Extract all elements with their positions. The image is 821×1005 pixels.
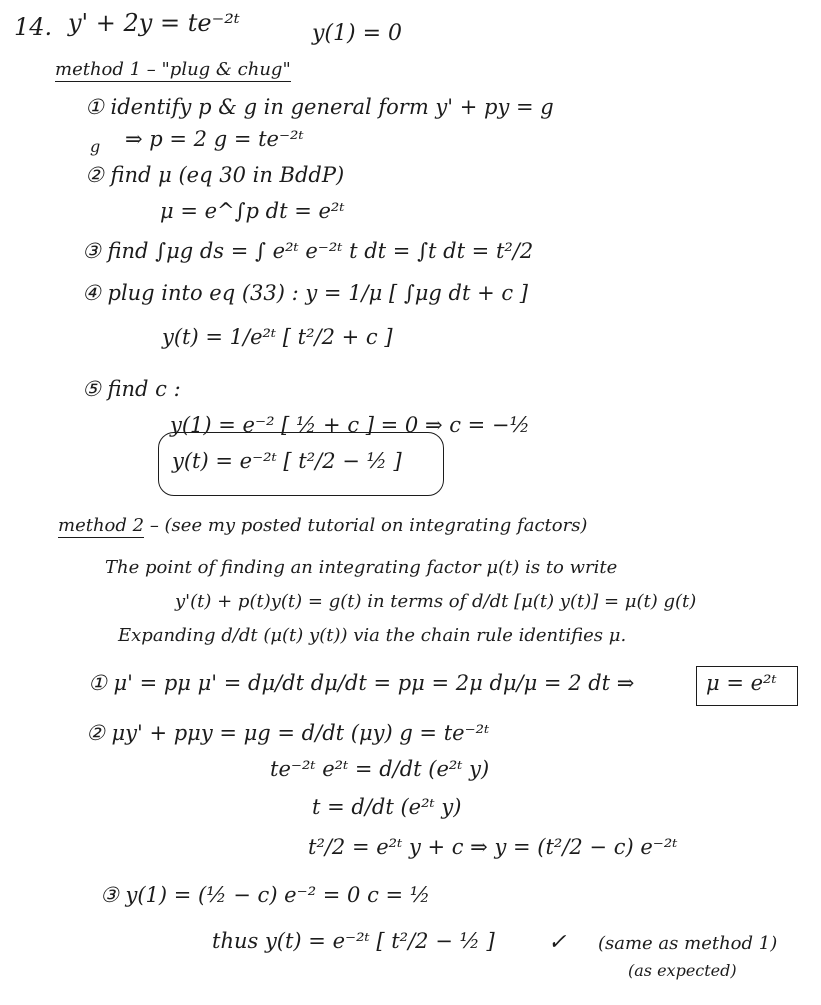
method1-step1-result: ⇒ p = 2 g = te⁻²ᵗ [125, 127, 304, 151]
method2-title: method 2 [58, 515, 145, 536]
method1-title: method 1 – "plug & chug" [55, 59, 291, 80]
method2-step2: ② μy' + pμy = μg = d/dt (μy) g = te⁻²ᵗ [86, 721, 490, 745]
method2-title-line [58, 516, 587, 536]
method2-note2: (as expected) [628, 961, 737, 980]
check-mark-icon: ✓ [548, 930, 567, 955]
method2-step2c: t = d/dt (e²ᵗ y) [312, 795, 462, 819]
method1-answer: y(t) = e⁻²ᵗ [ t²/2 − ½ ] [172, 449, 402, 473]
method1-step3: ③ find ∫μg ds = ∫ e²ᵗ e⁻²ᵗ t dt = ∫t dt = t²/2 [82, 239, 534, 263]
method2-line2: y'(t) + p(t)y(t) = g(t) in terms of d/dt [μ(t) y(t)] = μ(t) g(t) [175, 591, 697, 612]
method2-step3b: thus y(t) = e⁻²ᵗ [ t²/2 − ½ ] [212, 929, 495, 953]
method2-title-rest: – (see my posted tutorial on integrating factors) [144, 515, 588, 536]
method2-step2b: te⁻²ᵗ e²ᵗ = d/dt (e²ᵗ y) [270, 757, 490, 781]
method1-step5-result: y(1) = e⁻² [ ½ + c ] = 0 ⇒ c = −½ [170, 413, 530, 437]
method1-step4-result: y(t) = 1/e²ᵗ [ t²/2 + c ] [162, 325, 393, 349]
method2-line3: Expanding d/dt (μ(t) y(t)) via the chain rule identifies μ. [118, 625, 627, 646]
method2-step3: ③ y(1) = (½ − c) e⁻² = 0 c = ½ [100, 883, 431, 907]
method2-mu-result: μ = e²ᵗ [706, 671, 777, 695]
problem-equation: y' + 2y = te⁻²ᵗ [68, 9, 240, 37]
initial-condition: y(1) = 0 [312, 21, 403, 46]
method1-step1: ① identify p & g in general form y' + py = g [85, 95, 554, 119]
method2-note1: (same as method 1) [598, 933, 778, 954]
problem-number: 14. [14, 13, 53, 41]
method1-step2: ② find μ (eq 30 in BddP) [85, 163, 345, 187]
method1-step5: ⑤ find c : [82, 377, 181, 401]
method1-step4: ④ plug into eq (33) : y = 1/μ [ ∫μg dt + c ] [82, 281, 528, 305]
method2-line1: The point of finding an integrating factor μ(t) is to write [105, 557, 618, 578]
method1-step1-mark: g [90, 137, 101, 156]
method2-step2d: t²/2 = e²ᵗ y + c ⇒ y = (t²/2 − c) e⁻²ᵗ [308, 835, 678, 859]
method1-step2-result: μ = e^∫p dt = e²ᵗ [160, 199, 345, 223]
method2-step1: ① μ' = pμ μ' = dμ/dt dμ/dt = pμ = 2μ dμ/μ = 2 dt ⇒ [88, 671, 635, 695]
